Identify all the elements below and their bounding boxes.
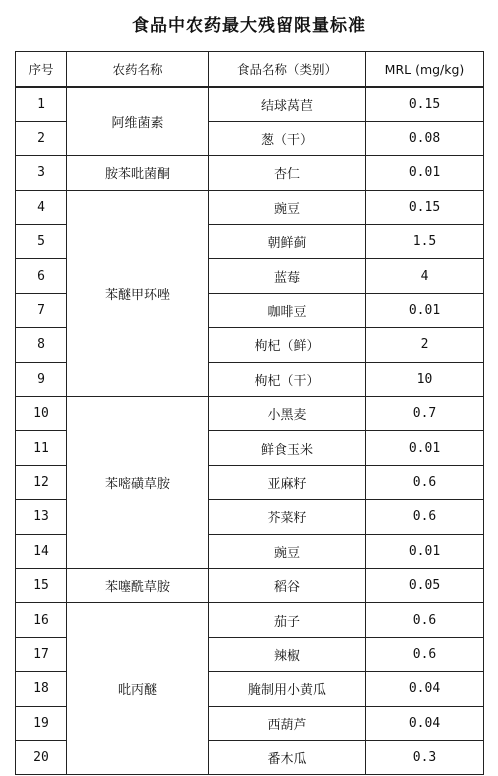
cell-serial-number: 14 bbox=[16, 534, 67, 568]
cell-serial-number: 11 bbox=[16, 431, 67, 465]
cell-serial-number: 9 bbox=[16, 362, 67, 396]
cell-food-name: 稻谷 bbox=[209, 568, 366, 602]
cell-mrl-value: 0.01 bbox=[366, 431, 484, 465]
cell-pesticide-name: 苯噻酰草胺 bbox=[67, 568, 209, 602]
cell-mrl-value: 4 bbox=[366, 259, 484, 293]
cell-serial-number: 17 bbox=[16, 637, 67, 671]
cell-pesticide-name: 阿维菌素 bbox=[67, 87, 209, 156]
cell-food-name: 枸杞（干） bbox=[209, 362, 366, 396]
cell-serial-number: 6 bbox=[16, 259, 67, 293]
cell-serial-number: 8 bbox=[16, 328, 67, 362]
cell-mrl-value: 0.15 bbox=[366, 87, 484, 121]
table-row bbox=[16, 397, 484, 431]
cell-mrl-value: 0.6 bbox=[366, 603, 484, 637]
cell-serial-number: 12 bbox=[16, 465, 67, 499]
cell-food-name: 辣椒 bbox=[209, 637, 366, 671]
cell-mrl-value: 0.08 bbox=[366, 121, 484, 155]
cell-serial-number: 5 bbox=[16, 225, 67, 259]
cell-pesticide-name: 吡丙醚 bbox=[67, 603, 209, 775]
header-mrl: MRL (mg/kg) bbox=[366, 52, 484, 88]
cell-serial-number: 16 bbox=[16, 603, 67, 637]
cell-food-name: 鲜食玉米 bbox=[209, 431, 366, 465]
table-row bbox=[16, 156, 484, 190]
cell-mrl-value: 0.01 bbox=[366, 534, 484, 568]
cell-serial-number: 19 bbox=[16, 706, 67, 740]
cell-food-name: 番木瓜 bbox=[209, 740, 366, 774]
cell-mrl-value: 2 bbox=[366, 328, 484, 362]
cell-mrl-value: 10 bbox=[366, 362, 484, 396]
table-header-row bbox=[16, 52, 484, 88]
header-food-name: 食品名称（类别） bbox=[209, 52, 366, 88]
cell-mrl-value: 0.6 bbox=[366, 465, 484, 499]
cell-serial-number: 3 bbox=[16, 156, 67, 190]
table-row bbox=[16, 568, 484, 602]
cell-pesticide-name: 苯嘧磺草胺 bbox=[67, 397, 209, 569]
cell-food-name: 茄子 bbox=[209, 603, 366, 637]
header-serial-number: 序号 bbox=[16, 52, 67, 88]
cell-food-name: 亚麻籽 bbox=[209, 465, 366, 499]
cell-serial-number: 20 bbox=[16, 740, 67, 774]
cell-mrl-value: 0.04 bbox=[366, 706, 484, 740]
table-row bbox=[16, 87, 484, 121]
cell-food-name: 蓝莓 bbox=[209, 259, 366, 293]
mrl-table bbox=[15, 51, 484, 775]
table-body bbox=[16, 87, 484, 775]
table-row bbox=[16, 190, 484, 224]
table-row bbox=[16, 603, 484, 637]
cell-serial-number: 7 bbox=[16, 293, 67, 327]
cell-serial-number: 15 bbox=[16, 568, 67, 602]
cell-serial-number: 18 bbox=[16, 672, 67, 706]
cell-food-name: 芥菜籽 bbox=[209, 500, 366, 534]
cell-pesticide-name: 胺苯吡菌酮 bbox=[67, 156, 209, 190]
cell-mrl-value: 0.15 bbox=[366, 190, 484, 224]
cell-food-name: 结球莴苣 bbox=[209, 87, 366, 121]
cell-food-name: 葱（干） bbox=[209, 121, 366, 155]
cell-mrl-value: 0.01 bbox=[366, 293, 484, 327]
cell-food-name: 西葫芦 bbox=[209, 706, 366, 740]
cell-mrl-value: 1.5 bbox=[366, 225, 484, 259]
cell-food-name: 枸杞（鲜） bbox=[209, 328, 366, 362]
cell-food-name: 豌豆 bbox=[209, 534, 366, 568]
cell-serial-number: 4 bbox=[16, 190, 67, 224]
cell-serial-number: 1 bbox=[16, 87, 67, 121]
cell-mrl-value: 0.6 bbox=[366, 637, 484, 671]
cell-serial-number: 13 bbox=[16, 500, 67, 534]
cell-mrl-value: 0.01 bbox=[366, 156, 484, 190]
cell-mrl-value: 0.6 bbox=[366, 500, 484, 534]
cell-food-name: 腌制用小黄瓜 bbox=[209, 672, 366, 706]
cell-food-name: 杏仁 bbox=[209, 156, 366, 190]
cell-food-name: 朝鲜蓟 bbox=[209, 225, 366, 259]
cell-food-name: 咖啡豆 bbox=[209, 293, 366, 327]
document-title: 食品中农药最大残留限量标准 bbox=[132, 16, 366, 36]
cell-mrl-value: 0.7 bbox=[366, 397, 484, 431]
cell-mrl-value: 0.05 bbox=[366, 568, 484, 602]
cell-mrl-value: 0.04 bbox=[366, 672, 484, 706]
cell-food-name: 豌豆 bbox=[209, 190, 366, 224]
cell-serial-number: 2 bbox=[16, 121, 67, 155]
cell-food-name: 小黑麦 bbox=[209, 397, 366, 431]
cell-mrl-value: 0.3 bbox=[366, 740, 484, 774]
cell-serial-number: 10 bbox=[16, 397, 67, 431]
cell-pesticide-name: 苯醚甲环唑 bbox=[67, 190, 209, 396]
header-pesticide-name: 农药名称 bbox=[67, 52, 209, 88]
